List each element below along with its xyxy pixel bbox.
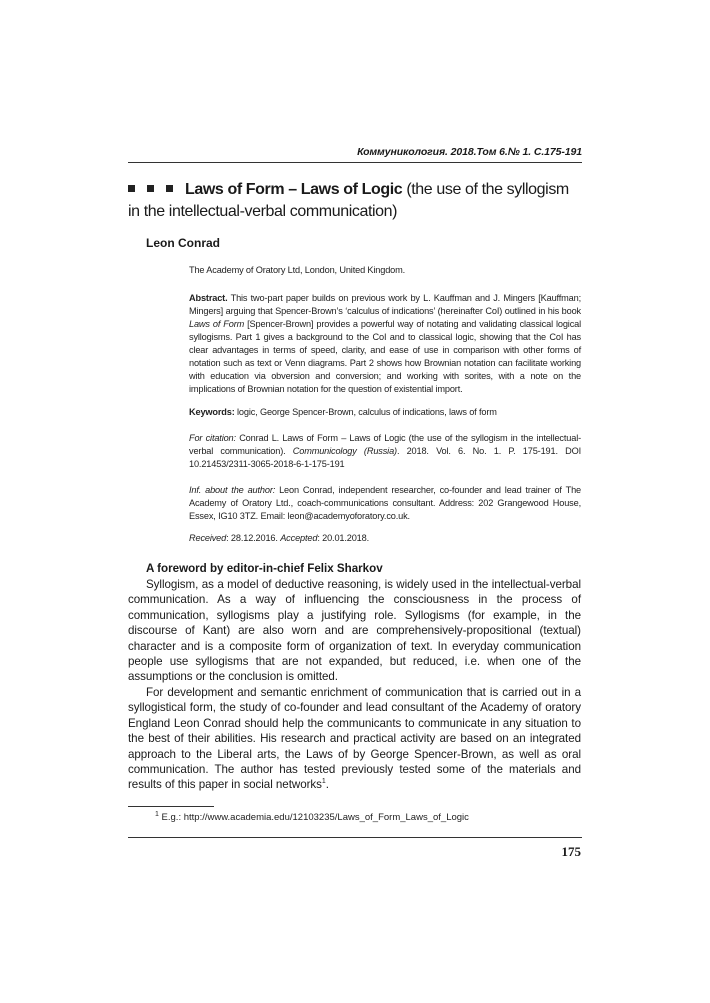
citation-label: For citation: xyxy=(189,433,236,443)
footnote-ref[interactable]: 1 xyxy=(321,778,326,786)
article-title xyxy=(128,179,582,223)
author-info-label: Inf. about the author: xyxy=(189,485,276,495)
abstract-text: This two-part paper builds on previous work by L. Kauffman and J. Mingers [Kauffman; Mingers] arguing that Spencer-Brown’s ‘calculus of indications’ (hereinafter CoI) outlined in his book xyxy=(189,293,581,316)
foreword-paragraph-text: For development and semantic enrichment of communication that is carried out in a syllogistical form, the study of co-founder and lead consultant of the Academy of oratory England Leon Conrad should help the communicants to communicate in any situation to the best of their abilities. His research and practical activity are based on an integrated approach to the Liberal arts, the Laws of by George Spencer-Brown, as well as oral communication. The author has tested previously tested some of the materials and results of this paper in social networks xyxy=(128,686,581,792)
abstract-text-cont: [Spencer-Brown] provides a powerful way of notating and validating classical logical syllogisms. Part 1 gives a background to the CoI and to classical logic, showing that the CoI has clear advantages in terms of speed, clarity, and ease of use in comparison with other forms of notation such as text or Venn diagrams. Part 2 shows how Brownian notation can facilitate working with education via obversion and conversion; and working with sorites, with a note on the implications of Brownian notation for the question of existential import. xyxy=(189,319,581,394)
page-number: 175 xyxy=(561,844,581,859)
abstract xyxy=(189,292,581,396)
title-square-bullet xyxy=(128,185,135,192)
foreword-paragraph xyxy=(128,685,581,793)
accepted-label: Accepted xyxy=(280,533,318,543)
author-info-text: Leon Conrad, independent researcher, co-founder and lead trainer of The Academy of Oratory Ltd., coach-communications consultant. Address: 202 Grangewood House, Essex, IG10 3TZ. Email: leon@academyoforatory.co.uk. xyxy=(189,485,581,521)
accepted-date: : 20.01.2018. xyxy=(317,533,370,543)
footer-rule xyxy=(128,837,582,838)
citation-journal: Communicology (Russia) xyxy=(292,446,397,456)
citation-text-cont: . 2018. Vol. 6. No. 1. P. 175-191. DOI 10.21453/2311-3065-2018-6-1-175-191 xyxy=(189,446,581,469)
foreword-heading: A foreword by editor-in-chief Felix Sharkov xyxy=(146,562,383,575)
author-info xyxy=(189,484,581,523)
title-square-bullet xyxy=(166,185,173,192)
received-date: : 28.12.2016. xyxy=(226,533,281,543)
foreword-paragraph: Syllogism, as a model of deductive reasoning, is widely used in the intellectual-verbal communication. As a way of influencing the consciousness in the process of communication, syllogisms play a justifying role. Syllogisms (for example, in the discourse of Kant) are also worn and are comprehensively-propositional (textual) character and is a composite form of organization of text. In everyday communication people use syllogisms that are not expanded, but reduced, i.e. when one of the assumptions or the conclusion is omitted. xyxy=(128,578,581,684)
keywords-text: logic, George Spencer-Brown, calculus of indications, laws of form xyxy=(234,407,497,417)
author-name: Leon Conrad xyxy=(146,236,220,250)
header-rule xyxy=(128,162,582,163)
abstract-label: Abstract. xyxy=(189,293,228,303)
title-subtitle: (the use of the syllogism in the intellectual-verbal communication) xyxy=(128,181,569,220)
dates xyxy=(189,532,581,545)
footnote-marker: 1 xyxy=(155,810,159,818)
title-main: Laws of Form – Laws of Logic xyxy=(185,181,403,198)
footnote-text: E.g.: http://www.academia.edu/12103235/Laws_of_Form_Laws_of_Logic xyxy=(158,812,469,823)
affiliation: The Academy of Oratory Ltd, London, United Kingdom. xyxy=(189,265,406,275)
footnote xyxy=(155,812,469,823)
running-head: Коммуникология. 2018.Том 6.№ 1. С.175-191 xyxy=(357,146,582,158)
abstract-book-title: Laws of Form xyxy=(189,319,245,329)
received-label: Received xyxy=(189,533,227,543)
footnote-rule xyxy=(128,806,214,807)
citation-text: Conrad L. Laws of Form – Laws of Logic (the use of the syllogism in the intellectual-verbal communication). xyxy=(189,433,581,456)
title-square-bullet xyxy=(147,185,154,192)
keywords xyxy=(189,406,581,419)
citation xyxy=(189,432,581,471)
keywords-label: Keywords: xyxy=(189,407,235,417)
paragraph-end: . xyxy=(325,778,329,792)
